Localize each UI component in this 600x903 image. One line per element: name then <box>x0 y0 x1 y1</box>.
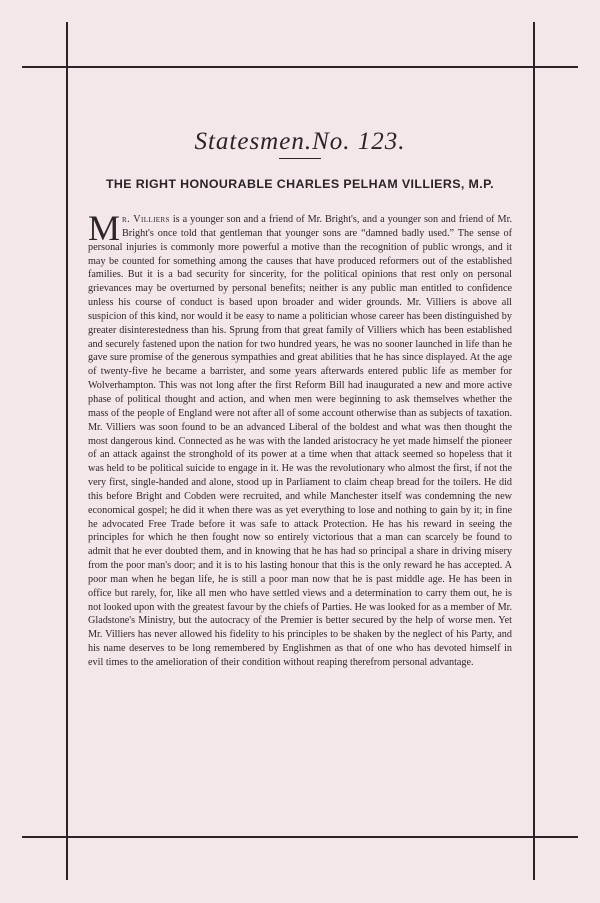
bottom-frame-rule <box>22 836 578 838</box>
article-body <box>88 208 512 670</box>
series-number: No. 123. <box>312 128 406 155</box>
article-title: THE RIGHT HONOURABLE CHARLES PELHAM VILLIERS, M.P. <box>105 177 495 191</box>
header-underline <box>279 158 321 159</box>
right-frame-rule <box>533 22 535 880</box>
article-text: is a younger son and a friend of Mr. Bright's, and a younger son and friend of Mr. Bright's once told that gentleman that younger sons are “damned badly used.” The sense of personal injuries is commonly more powerful a motive than the recognition of public wrongs, and it may be counted for something among the causes that have produced reformers out of the established families. But it is a bad security for sincerity, for the political opinions that rest only on personal grievances may be overturned by personal benefits; neither is any public man entitled to confidence unless his course of conduct is based upon broader and wider grounds. Mr. Villiers is above all suspicion of this kind, nor would it be easy to name a politician whose career has been distinguished by greater disinterestedness than his. Sprung from that great family of Villiers which has been established and securely fastened upon the nation for two hundred years, he was no sooner launched in life than he gave sure promise of the generous sympathies and great abilities that he has since displayed. At the age of twenty-five he became a barrister, and some years afterwards entered public life as member for Wolverhampton. This was not long after the first Reform Bill had inaugurated a new and more active phase of political thought and action, and when men were beginning to ask themselves whether the mass of the people of England were not after all of some account otherwise than as subjects of taxation. Mr. Villiers was soon found to be an advanced Liberal of the boldest and what was then thought the most dangerous kind. Connected as he was with the landed aristocracy he yet made himself the pioneer of an attack against the stronghold of its power at a time when that attack seemed so hopeless that it was held to be political suicide to engage in it. He was the revolutionary who almost the first, if not the very first, single-handed and alone, stood up in Parliament to claim cheap bread for the toilers. He did this before Bright and Cobden were recruited, and while Manchester itself was condemning the new economical gospel; he did it when there was as yet everything to lose and nothing to gain by it; in fine he advocated Free Trade before it was safe to attack Protection. He has his reward in seeing the principles for which he then fought now so entirely victorious that a man can scarcely be found to admit that he ever doubted them, and in knowing that he has had so principal a share in driving misery from the poor man's door; and it is to his lasting honour that this is the only reward he has accepted. A poor man when he began life, he is still a poor man now that he is past middle age. He has been in office but rarely, for, like all men who have settled views and a determination to carry them out, he is not looked upon with the greatest favour by the chiefs of Parties. He was looked for as a member of Mr. Gladstone's Ministry, but the autocracy of the Premier is better secured by the help of worse men. Yet Mr. Villiers has never allowed his fidelity to his principles to be shaken by the neglect of his Party, and his name deserves to be long remembered by Englishmen as that of one who has devoted himself in evil times to the amelioration of their condition without reaping therefrom personal advantage. <box>88 214 512 668</box>
series-header <box>68 128 532 159</box>
lead-in: r. Villiers <box>122 214 170 225</box>
series-name: Statesmen. <box>194 128 313 155</box>
top-frame-rule <box>22 66 578 68</box>
drop-cap: M <box>88 208 121 248</box>
